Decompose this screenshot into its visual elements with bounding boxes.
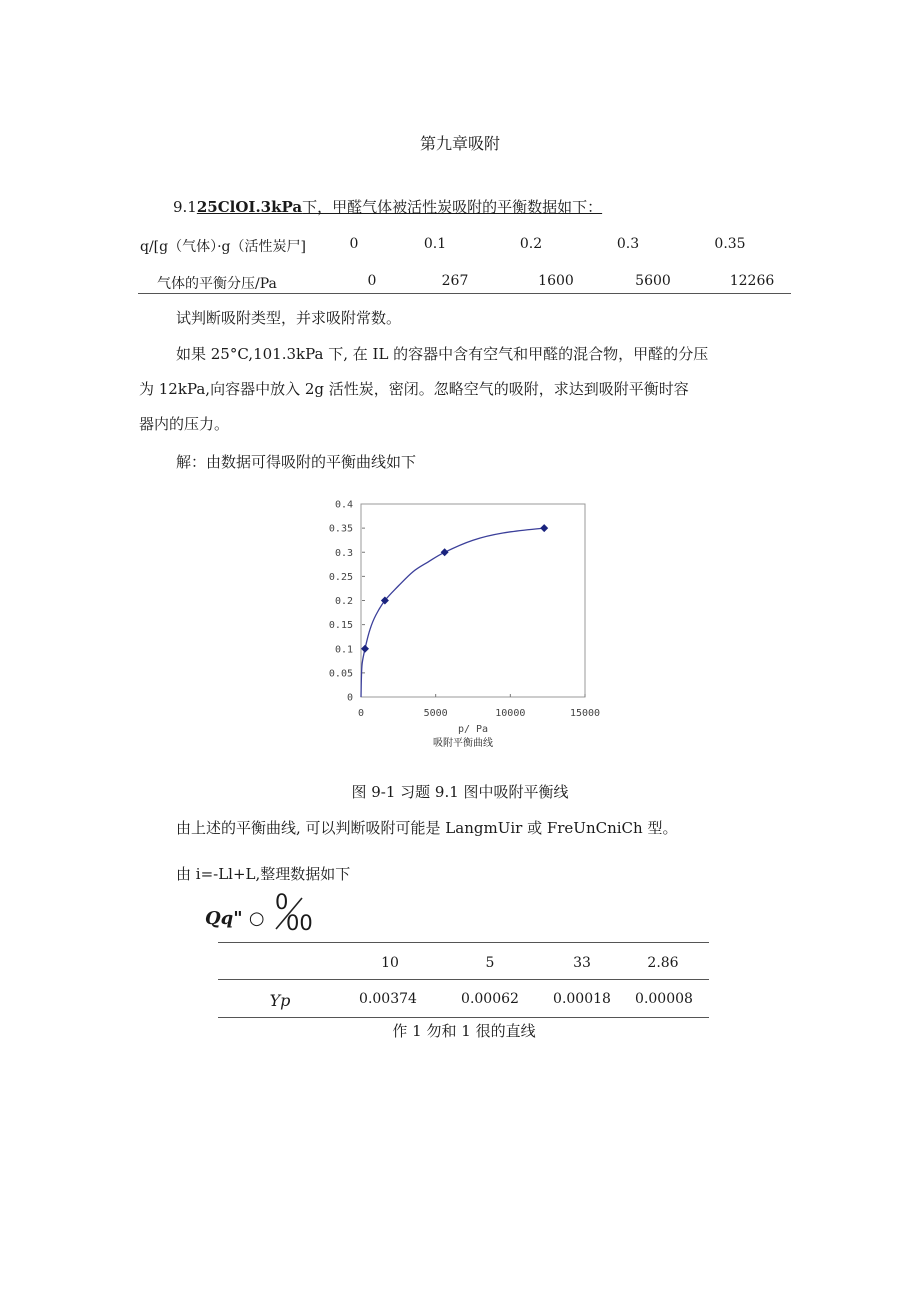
x-tick-label: 5000 [423,708,448,719]
solution-intro: 解：由数据可得吸附的平衡曲线如下 [176,453,417,471]
adsorption-isotherm-chart [300,495,620,760]
table1-row2-label: 气体的平衡分压/Pa [157,276,277,292]
table2-cell: 0.00018 [553,991,611,1007]
table2-cell: 5 [485,955,495,971]
problem-number: 9.1 [173,198,197,216]
table1-cell: 0.35 [714,236,746,252]
plot-area-frame [361,504,585,697]
table1-bottom-rule [138,293,791,294]
table2-cell: 2.86 [647,955,679,971]
judgement-paragraph: 由上述的平衡曲线, 可以判断吸附可能是 LangmUir 或 FreUnCniCh 型。 [176,819,678,837]
condition-paragraph-line-1: 如果 25°C,101.3kPa 下, 在 IL 的容器中含有空气和甲醛的混合物，甲醛的分压 [176,345,709,363]
table1-cell: 0.1 [423,236,447,252]
table1-row1-label: q/[g（气体）·g（活性炭尸] [140,239,306,255]
problem-conditions: 25ClOI.3kPa [196,198,303,216]
table2-middle-rule [218,979,709,980]
task-paragraph: 试判断吸附类型，并求吸附常数。 [176,309,402,327]
y-tick-label: 0.35 [328,523,353,535]
table2-cell: 0.00008 [635,991,693,1007]
x-tick-label: 0 [357,708,365,719]
table1-cell: 12266 [729,273,775,289]
formula-numerator: 0 [275,890,289,914]
table1-cell: 267 [441,273,469,289]
y-tick-label: 0.1 [334,644,353,656]
data-point-marker [441,548,449,556]
data-points [361,524,548,653]
formula-denominator: 00 [286,911,313,935]
problem-statement [173,197,602,217]
y-tick-label: 0.15 [328,620,353,632]
x-tick-label: 15000 [569,708,601,719]
table2-cell: 10 [381,955,399,971]
data-point-marker [540,524,548,532]
formula-left: Qq" ○ [205,908,265,929]
table1-cell: 1600 [538,273,574,289]
problem-text: 下，甲醛气体被活性炭吸附的平衡数据如下： [302,198,603,216]
footer-line: 作 1 勿和 1 很的直线 [392,1022,536,1040]
figure-caption: 图 9-1 习题 9.1 图中吸附平衡线 [351,783,569,801]
y-tick-label: 0.05 [328,668,353,680]
condition-paragraph-line-2: 为 12kPa,向容器中放入 2g 活性炭，密闭。忽略空气的吸附，求达到吸附平衡时容 [139,380,689,398]
table2-bottom-rule [218,1017,709,1018]
y-tick-label: 0.2 [334,596,353,607]
table1-cell: 5600 [635,273,671,289]
x-axis-label: p/ Pa [457,724,489,735]
x-axis-ticks [358,694,600,719]
equation-paragraph: 由 i=-Ll+L,整理数据如下 [176,865,351,883]
fitted-curve-line [361,528,544,697]
table2-row2-label: Yp [269,991,291,1010]
table2-cell: 33 [573,955,591,971]
table1-cell: 0.3 [616,236,640,252]
y-tick-label: 0.25 [328,571,353,583]
table1-cell: 0 [349,236,359,252]
table2-top-rule [218,942,709,943]
table2-cell: 0.00062 [461,991,519,1007]
data-point-marker [361,645,369,653]
y-tick-label: 0.3 [334,547,353,559]
y-axis-ticks [329,500,365,704]
chart-title: 吸附平衡曲线 [433,738,493,749]
condition-paragraph-line-3: 器内的压力。 [139,415,230,433]
table1-cell: 0.2 [519,236,543,252]
page-title: 第九章吸附 [419,134,500,153]
y-tick-label: 0.4 [334,499,353,511]
x-tick-label: 10000 [495,708,526,719]
table1-cell: 0 [367,273,377,289]
y-tick-label: 0 [346,692,353,704]
table2-cell: 0.00374 [359,991,417,1007]
